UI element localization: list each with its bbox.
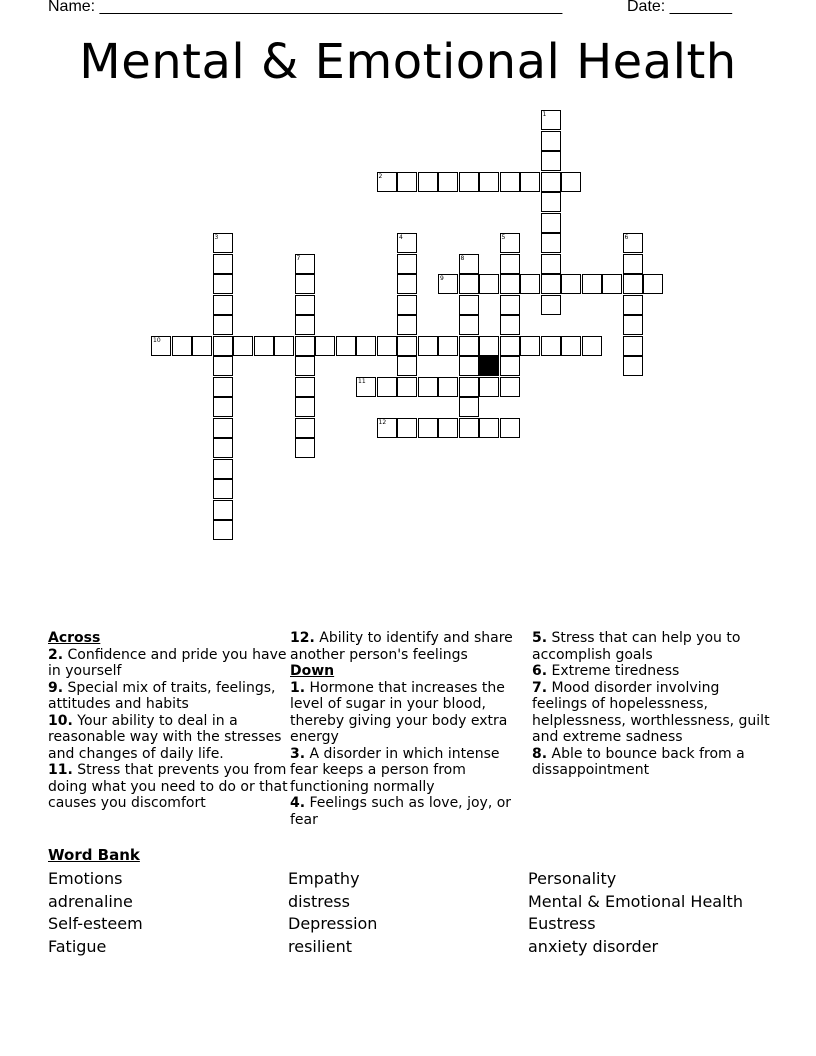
clue-number: 7 [296,254,301,262]
clue-across-9: 9. Special mix of traits, feelings, attitudes and habits [48,679,276,712]
clue-number: 8 [460,254,465,262]
grid-cell[interactable] [172,336,192,356]
grid-cell[interactable] [500,274,520,294]
clue-number: 3 [214,234,219,241]
grid-cell[interactable] [541,295,561,315]
clue-across-2: 2. Confidence and pride you have in yourself [48,646,287,679]
word-bank-item: Depression [288,914,378,934]
grid-cell[interactable] [213,233,233,253]
page-title: Mental & Emotional Health [79,34,737,90]
clue-number: 12 [378,418,387,426]
clue-number: 2 [378,172,383,180]
grid-cell[interactable] [397,233,417,253]
grid-cell[interactable] [479,274,499,294]
grid-cell[interactable] [500,418,520,438]
word-bank-item: resilient [288,937,352,957]
grid-cell[interactable] [356,336,376,356]
grid-cell[interactable] [213,336,233,356]
clue-number: 9 [440,275,444,282]
grid-cell[interactable] [213,315,233,335]
grid-cell[interactable] [541,131,561,151]
grid-cell[interactable] [541,172,561,192]
grid-cell[interactable] [213,377,233,397]
grid-cell[interactable] [397,336,417,356]
grid-cell[interactable] [520,274,540,294]
grid-cell[interactable] [213,295,233,315]
grid-cell[interactable] [561,274,581,294]
grid-cell[interactable] [213,418,233,438]
grid-cell[interactable] [213,500,233,520]
clues-column-1 [48,630,288,812]
grid-cell[interactable] [295,377,315,397]
grid-cell[interactable] [520,336,540,356]
grid-cell[interactable] [192,336,212,356]
grid-cell[interactable] [541,233,561,253]
grid-cell[interactable] [623,356,643,376]
grid-cell[interactable] [500,295,520,315]
clue-number: 11 [358,377,366,385]
grid-cell[interactable] [213,479,233,499]
grid-cell[interactable] [459,315,479,335]
grid-cell[interactable] [151,336,171,356]
grid-cell[interactable] [213,356,233,376]
grid-cell[interactable] [295,397,315,417]
grid-cell[interactable] [582,274,602,294]
across-heading: Across [48,630,101,646]
grid-cell[interactable] [397,315,417,335]
grid-cell[interactable] [213,397,233,417]
grid-cell[interactable] [541,336,561,356]
clue-down-8: 8. Able to bounce back from a dissappointment [532,745,745,778]
grid-cell[interactable] [377,377,397,397]
grid-cell[interactable] [438,274,458,294]
grid-cell[interactable] [459,377,479,397]
grid-cell[interactable] [500,172,520,192]
grid-cell[interactable] [418,336,438,356]
clue-down-3: 3. A disorder in which intense fear keeps a person from functioning normally [290,745,500,795]
grid-cell[interactable] [643,274,663,294]
clue-number: 6 [624,234,629,241]
word-bank-heading: Word Bank [48,846,140,864]
grid-cell[interactable] [541,274,561,294]
grid-cell[interactable] [500,377,520,397]
grid-cell[interactable] [274,336,294,356]
word-bank-item: Emotions [48,869,123,888]
grid-cell[interactable] [500,315,520,335]
grid-cell[interactable] [459,418,479,438]
grid-cell[interactable] [623,295,643,315]
grid-cell[interactable] [479,172,499,192]
clue-across-11: 11. Stress that prevents you from doing what you need to do or that causes you discomfort [48,762,288,811]
grid-cell[interactable] [315,336,335,356]
grid-cell[interactable] [541,254,561,274]
grid-cell[interactable] [418,172,438,192]
grid-cell[interactable] [233,336,253,356]
grid-cell[interactable] [479,336,499,356]
grid-cell[interactable] [397,274,417,294]
grid-cell[interactable] [459,397,479,417]
grid-cell[interactable] [397,418,417,438]
grid-cell[interactable] [459,356,479,376]
grid-cell[interactable] [438,172,458,192]
grid-cell[interactable] [377,418,397,438]
grid-cell[interactable] [295,254,315,274]
black-cell [479,356,499,376]
clues-column-2 [290,630,530,828]
grid-cell[interactable] [582,336,602,356]
grid-cell[interactable] [397,377,417,397]
grid-cell[interactable] [438,377,458,397]
date-field[interactable]: Date: _______ [627,0,732,15]
grid-cell[interactable] [295,356,315,376]
clue-number: 5 [501,234,506,241]
word-bank-item: adrenaline [48,891,133,911]
clue-down-1: 1. Hormone that increases the level of sugar in your blood, thereby giving your body extra energy [290,679,508,745]
grid-cell[interactable] [397,295,417,315]
grid-cell[interactable] [213,438,233,458]
clue-number: 4 [399,234,403,241]
grid-cell[interactable] [541,110,561,130]
grid-cell[interactable] [541,213,561,233]
word-bank-item: Self-esteem [48,914,143,934]
grid-cell[interactable] [602,274,622,294]
grid-cell[interactable] [500,356,520,376]
clues-column-3 [532,630,772,779]
grid-cell[interactable] [500,254,520,274]
grid-cell[interactable] [418,377,438,397]
grid-cell[interactable] [295,418,315,438]
word-bank [48,868,768,959]
word-bank-item: Personality [528,869,617,888]
grid-cell[interactable] [377,336,397,356]
grid-cell[interactable] [397,254,417,274]
grid-cell[interactable] [541,151,561,171]
clue-across-12: 12. Ability to identify and share another person's feelings [290,630,513,663]
word-bank-item: Mental & Emotional Health [528,891,743,911]
grid-cell[interactable] [295,295,315,315]
grid-cell[interactable] [623,274,643,294]
grid-cell[interactable] [500,233,520,253]
grid-cell[interactable] [541,192,561,212]
clue-number: 10 [153,336,161,344]
clue-across-10: 10. Your ability to deal in a reasonable way with the stresses and changes of daily life. [48,712,282,762]
grid-cell[interactable] [520,172,540,192]
grid-cell[interactable] [479,377,499,397]
grid-cell[interactable] [295,315,315,335]
grid-cell[interactable] [459,295,479,315]
grid-cell[interactable] [295,274,315,294]
grid-cell[interactable] [438,336,458,356]
down-heading: Down [290,663,335,679]
word-bank-item: distress [288,891,350,911]
word-bank-item: Eustress [528,914,596,934]
grid-cell[interactable] [459,172,479,192]
grid-cell[interactable] [336,336,356,356]
grid-cell[interactable] [561,336,581,356]
clue-down-7: 7. Mood disorder involving feelings of hopelessness, helplessness, worthlessness, guilt and extreme sadness [532,679,770,745]
grid-cell[interactable] [356,377,376,397]
grid-cell[interactable] [500,336,520,356]
grid-cell[interactable] [295,438,315,458]
grid-cell[interactable] [459,254,479,274]
grid-cell[interactable] [623,315,643,335]
grid-cell[interactable] [397,172,417,192]
grid-cell[interactable] [561,172,581,192]
grid-cell[interactable] [623,336,643,356]
grid-cell[interactable] [479,418,499,438]
grid-cell[interactable] [418,418,438,438]
grid-cell[interactable] [213,459,233,479]
word-bank-item: anxiety disorder [528,937,659,957]
grid-cell[interactable] [623,233,643,253]
grid-cell[interactable] [213,254,233,274]
name-field[interactable]: Name: ____________________________________________________ [48,0,563,15]
clue-down-5: 5. Stress that can help you to accomplish goals [532,630,741,663]
clue-number: 1 [542,111,547,118]
clue-down-4: 4. Feelings such as love, joy, or fear [290,795,512,828]
clue-down-6: 6. Extreme tiredness [532,663,680,679]
grid-cell[interactable] [213,520,233,540]
grid-cell[interactable] [295,336,315,356]
grid-cell[interactable] [459,336,479,356]
grid-cell[interactable] [213,274,233,294]
grid-cell[interactable] [459,274,479,294]
grid-cell[interactable] [438,418,458,438]
word-bank-item: Empathy [288,869,360,888]
grid-cell[interactable] [377,172,397,192]
grid-cell[interactable] [397,356,417,376]
grid-cell[interactable] [623,254,643,274]
word-bank-item: Fatigue [48,937,107,957]
grid-cell[interactable] [254,336,274,356]
